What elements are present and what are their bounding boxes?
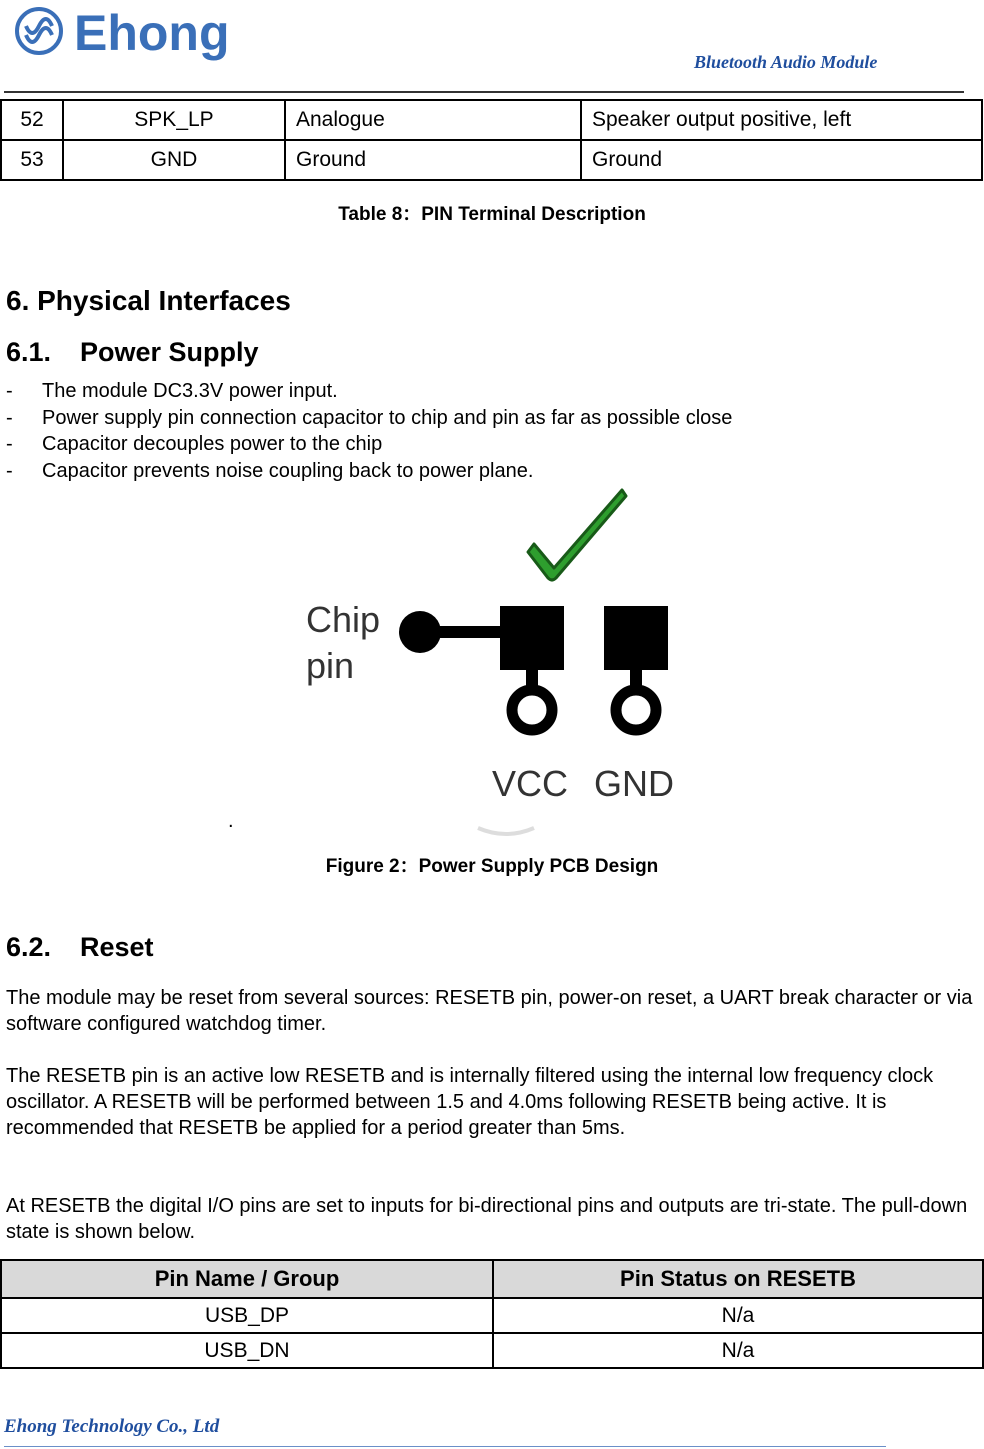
- table-caption: Table 8：PIN Terminal Description: [338, 204, 646, 225]
- section-heading: 6. Physical Interfaces: [6, 285, 291, 316]
- pin-description-cell: Ground: [581, 140, 982, 180]
- power-bullet-list: [6, 378, 732, 484]
- table-cell: N/a: [493, 1298, 983, 1333]
- subsection-number: 6.2.: [6, 932, 52, 962]
- pin-description-cell: Speaker output positive, left: [581, 100, 982, 140]
- list-item: - The module DC3.3V power input.: [6, 380, 338, 402]
- gnd-label: GND: [594, 763, 674, 804]
- header-divider: [4, 91, 964, 93]
- chip-label: Chip: [306, 599, 381, 640]
- paragraph: The RESETB pin is an active low RESETB and is internally filtered using the internal low frequency clock oscillator. A RESETB will be performed between 1.5 and 4.0ms following RESETB being active. It is recommended that RESETB be applied for a period greater than 5ms.: [6, 1065, 934, 1139]
- subsection-title: Reset: [80, 932, 154, 962]
- shadow-arc: [478, 828, 534, 834]
- subsection-heading-power: [6, 337, 259, 368]
- table-row: [1, 1333, 983, 1368]
- pin-number-cell: 52: [1, 100, 63, 140]
- list-item: - Capacitor decouples power to the chip: [6, 433, 383, 455]
- reset-pin-status-table: [0, 1259, 984, 1369]
- table-row: [1, 100, 982, 140]
- figure-caption: Figure 2：Power Supply PCB Design: [325, 856, 659, 877]
- company-logo: [12, 4, 252, 64]
- subsection-heading-reset: [6, 932, 154, 963]
- gnd-pad: [604, 606, 668, 670]
- pin-label: pin: [306, 645, 355, 686]
- pin-type-cell: Ground: [285, 140, 581, 180]
- pin-name-cell: GND: [63, 140, 285, 180]
- pin-terminal-table: [0, 99, 983, 181]
- table-header-row: [1, 1260, 983, 1298]
- table-row: [1, 140, 982, 180]
- logo-mark-icon: [17, 9, 61, 53]
- paragraph: At RESETB the digital I/O pins are set to inputs for bi-directional pins and outputs are tri-state. The pull-down state is shown below.: [6, 1195, 968, 1243]
- vcc-label: VCC: [492, 763, 569, 804]
- list-item: - Power supply pin connection capacitor to chip and pin as far as possible close: [6, 406, 733, 429]
- power-supply-pcb-figure: [296, 482, 696, 838]
- column-header: Pin Name / Group: [1, 1260, 493, 1298]
- list-item: - Capacitor prevents noise coupling back to power plane.: [6, 459, 534, 482]
- subsection-number: 6.1.: [6, 337, 52, 367]
- table-row: [1, 1298, 983, 1333]
- vcc-pad: [500, 606, 564, 670]
- pin-name-cell: SPK_LP: [63, 100, 285, 140]
- trace: [426, 626, 508, 638]
- checkmark-icon: [528, 490, 626, 580]
- footer-divider: [4, 1446, 886, 1447]
- stray-dot: .: [228, 810, 234, 832]
- column-header: Pin Status on RESETB: [493, 1260, 983, 1298]
- header-subtitle: Bluetooth Audio Module: [694, 52, 878, 72]
- vcc-via: [512, 690, 552, 730]
- table-cell: USB_DN: [1, 1333, 493, 1368]
- logo-text: Ehong: [74, 5, 230, 61]
- pin-type-cell: Analogue: [285, 100, 581, 140]
- gnd-via: [616, 690, 656, 730]
- table-cell: USB_DP: [1, 1298, 493, 1333]
- subsection-title: Power Supply: [80, 337, 259, 367]
- paragraph: The module may be reset from several sources: RESETB pin, power-on reset, a UART break character or via software configured watchdog timer.: [6, 987, 973, 1035]
- footer-company: Ehong Technology Co., Ltd: [4, 1416, 220, 1437]
- table-cell: N/a: [493, 1333, 983, 1368]
- pin-number-cell: 53: [1, 140, 63, 180]
